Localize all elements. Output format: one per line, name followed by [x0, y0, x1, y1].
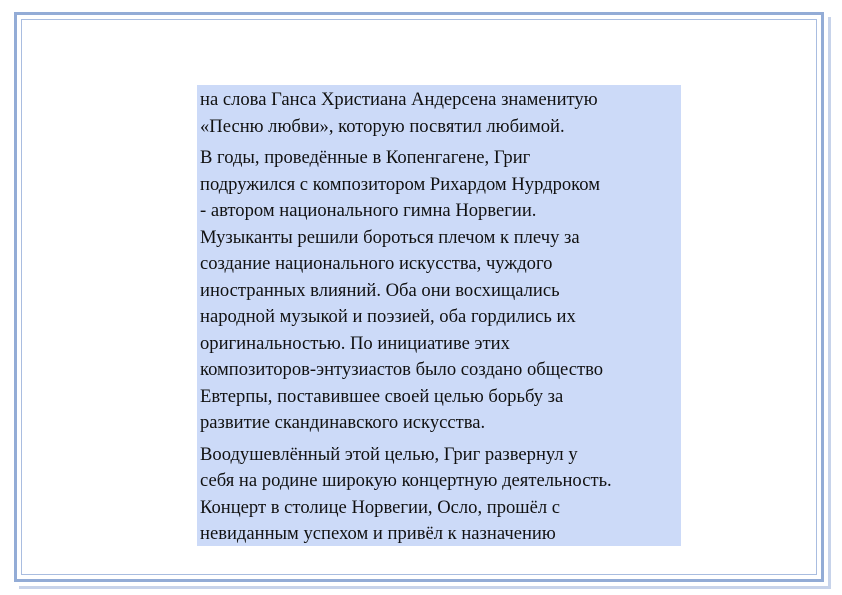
- paragraph-3: Воодушевлённый этой целью, Григ развернул у себя на родине широкую концертную деятельность. Концерт в столице Норвегии, Осло, прошёл с невиданным успехом и привёл к назначению: [200, 443, 612, 544]
- text-block: [197, 85, 681, 546]
- paragraph-1: на слова Ганса Христиана Андерсена знаменитую «Песню любви», которую посвятил любимой.: [200, 89, 598, 137]
- paragraph-2: В годы, проведённые в Копенгагене, Григ подружился с композитором Рихардом Нурдроком - автором национального гимна Норвегии. Музыканты решили бороться плечом к плечу за создание национального искусства, чуждого иностранных влияний. Оба они восхищались народной музыкой и поэзией, оба гордились их оригинальностью. По инициативе этих композиторов-энтузиастов было создано общество Евтерпы, поставившее своей целью борьбу за развитие скандинавского искусства.: [200, 147, 604, 433]
